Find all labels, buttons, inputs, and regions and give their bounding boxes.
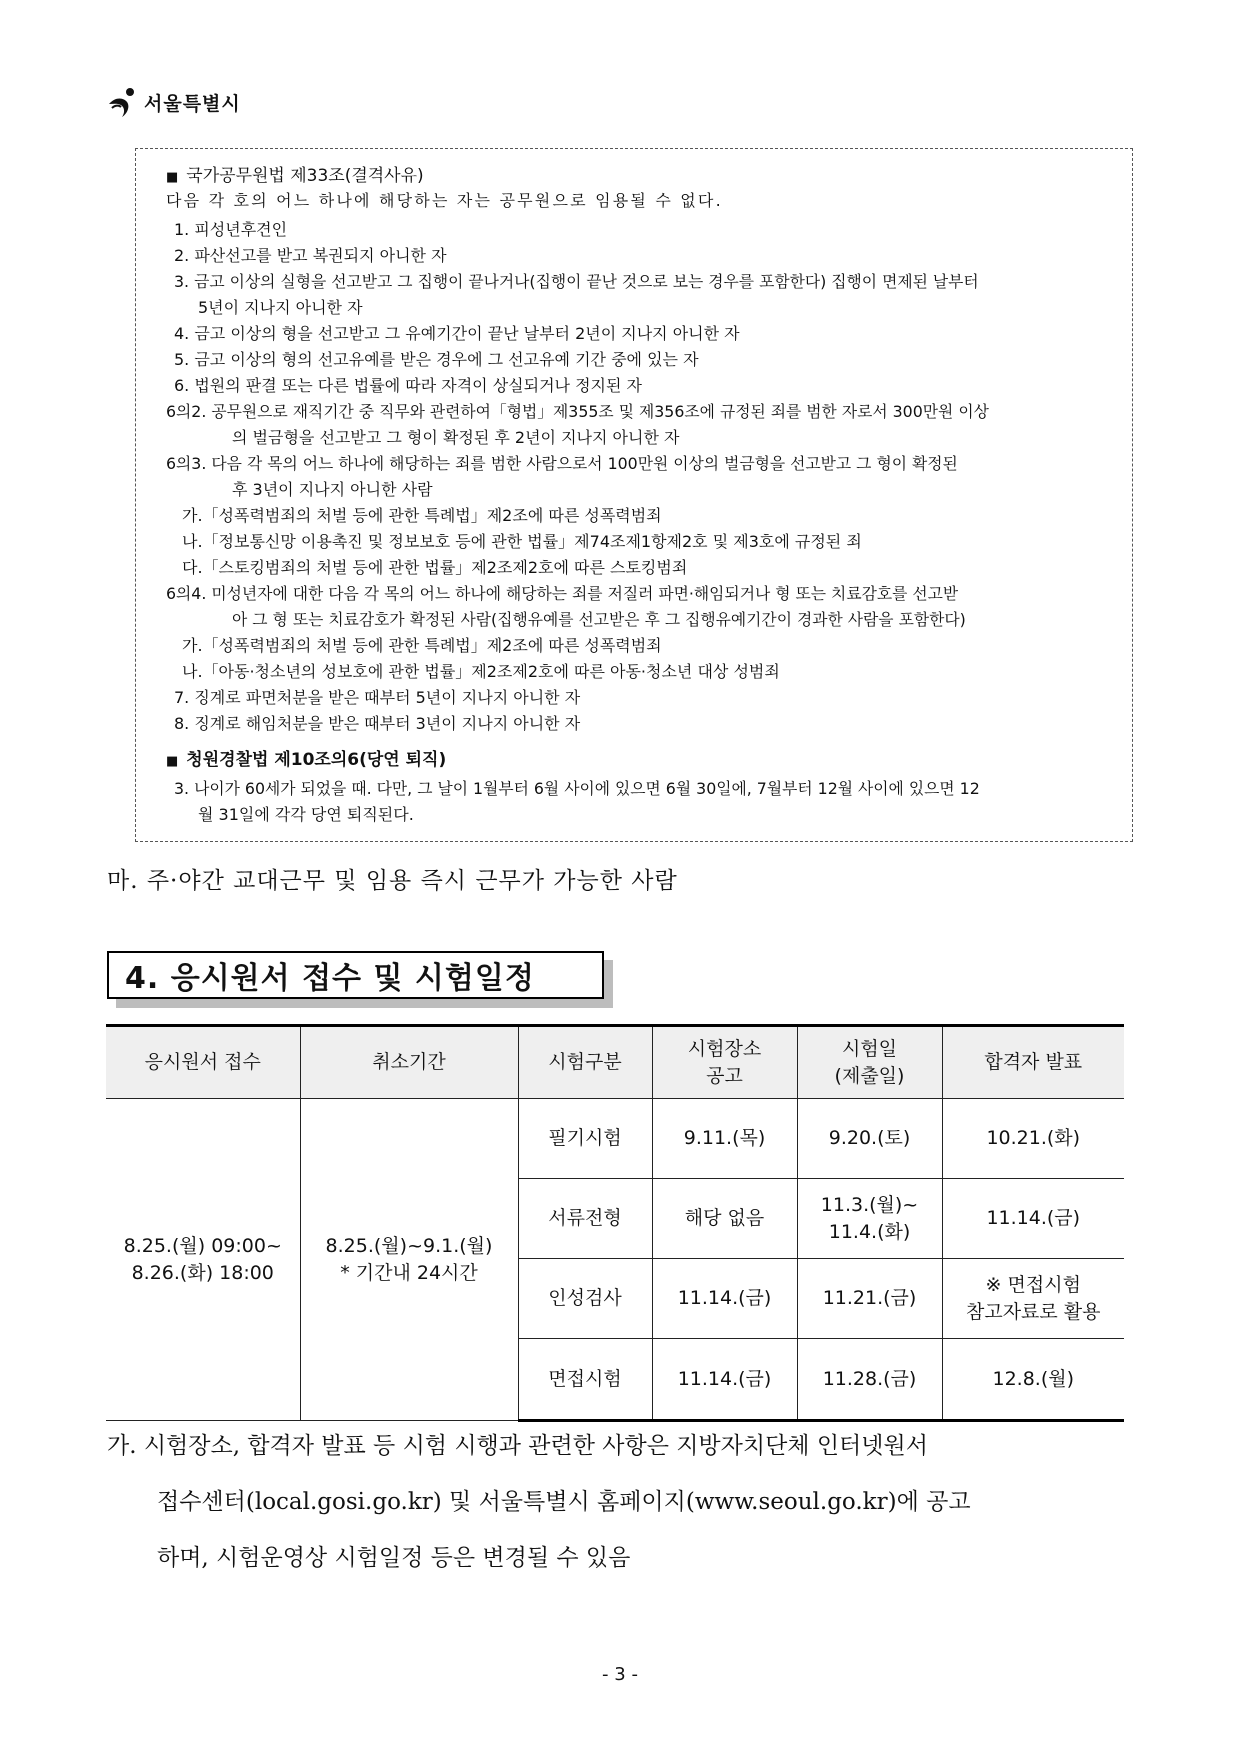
law-line: 후 3년이 지나지 아니한 사람 [232, 480, 433, 499]
venue-notice-cell: 9.11.(목) [652, 1099, 797, 1179]
law-line: 8. 징계로 해임처분을 받은 때부터 3년이 지나지 아니한 자 [174, 714, 581, 733]
law-line: 나.「정보통신망 이용촉진 및 정보보호 등에 관한 법률」제74조제1항제2호 및 제3호에 규정된 죄 [182, 532, 862, 551]
notice-line: 접수센터(local.gosi.go.kr) 및 서울특별시 홈페이지(www.seoul.go.kr)에 공고 [157, 1489, 971, 1515]
result-cell: 10.21.(화) [942, 1099, 1124, 1179]
exam-date-cell: 11.3.(월)~ 11.4.(화) [797, 1179, 942, 1259]
law-line: 6의2. 공무원으로 재직기간 중 직무와 관련하여「형법」제355조 및 제356조에 규정된 죄를 범한 자로서 300만원 이상 [166, 402, 989, 421]
exam-type-cell: 서류전형 [518, 1179, 652, 1259]
square-bullet-icon: ■ [166, 754, 179, 769]
logo-text: 서울특별시 [144, 92, 241, 115]
law-line: 4. 금고 이상의 형을 선고받고 그 유예기간이 끝난 날부터 2년이 지나지 아니한 자 [174, 324, 740, 343]
law-line: 3. 금고 이상의 실형을 선고받고 그 집행이 끝나거나(집행이 끝난 것으로 보는 경우를 포함한다) 집행이 면제된 날부터 [174, 272, 979, 291]
square-bullet-icon: ■ [166, 170, 179, 185]
header-cancel-period: 취소기간 [300, 1026, 518, 1099]
exam-type-cell: 인성검사 [518, 1259, 652, 1339]
law-line: 7. 징계로 파면처분을 받은 때부터 5년이 지나지 아니한 자 [174, 688, 581, 707]
notice-line: 가. 시험장소, 합격자 발표 등 시험 시행과 관련한 사항은 지방자치단체 인터넷원서 [107, 1433, 928, 1459]
section-title: 4. 응시원서 접수 및 시험일정 [107, 951, 604, 999]
law-line: 다.「스토킹범죄의 처벌 등에 관한 법률」제2조제2호에 따른 스토킹범죄 [182, 558, 688, 577]
seoul-logo-icon [106, 86, 140, 118]
law-line: 6. 법원의 판결 또는 다른 법률에 따라 자격이 상실되거나 정지된 자 [174, 376, 642, 395]
requirement-item-ma: 마. 주·야간 교대근무 및 임용 즉시 근무가 가능한 사람 [107, 868, 678, 894]
law-heading-police: ■ 청원경찰법 제10조의6(당연 퇴직) [166, 750, 447, 770]
header-application: 응시원서 접수 [106, 1026, 300, 1099]
law-line: 5년이 지나지 아니한 자 [198, 298, 363, 317]
header-result: 합격자 발표 [942, 1026, 1124, 1099]
exam-schedule-table [106, 1024, 1124, 1422]
result-cell: 11.14.(금) [942, 1179, 1124, 1259]
disqualification-law-box [135, 148, 1133, 842]
cancel-period-cell: 8.25.(월)~9.1.(월) * 기간내 24시간 [300, 1099, 518, 1421]
exam-type-cell: 필기시험 [518, 1099, 652, 1179]
exam-date-cell: 11.21.(금) [797, 1259, 942, 1339]
law-heading-national: ■ 국가공무원법 제33조(결격사유) [166, 166, 424, 186]
exam-date-cell: 9.20.(토) [797, 1099, 942, 1179]
law-line: 6의4. 미성년자에 대한 다음 각 목의 어느 하나에 해당하는 죄를 저질러 파면·해임되거나 형 또는 치료감호를 선고받 [166, 584, 959, 603]
result-cell: 12.8.(월) [942, 1339, 1124, 1421]
law-line: 아 그 형 또는 치료감호가 확정된 사람(집행유예를 선고받은 후 그 집행유예기간이 경과한 사람을 포함한다) [232, 610, 966, 629]
law-line: 의 벌금형을 선고받고 그 형이 확정된 후 2년이 지나지 아니한 자 [232, 428, 680, 447]
law-line: 가.「성폭력범죄의 처벌 등에 관한 특례법」제2조에 따른 성폭력범죄 [182, 636, 662, 655]
venue-notice-cell: 11.14.(금) [652, 1339, 797, 1421]
law-line: 가.「성폭력범죄의 처벌 등에 관한 특례법」제2조에 따른 성폭력범죄 [182, 506, 662, 525]
law-line: 6의3. 다음 각 목의 어느 하나에 해당하는 죄를 범한 사람으로서 100만원 이상의 벌금형을 선고받고 그 형이 확정된 [166, 454, 958, 473]
law-line: 5. 금고 이상의 형의 선고유예를 받은 경우에 그 선고유예 기간 중에 있는 자 [174, 350, 699, 369]
header-exam-type: 시험구분 [518, 1026, 652, 1099]
notice-line: 하며, 시험운영상 시험일정 등은 변경될 수 있음 [157, 1545, 631, 1571]
venue-notice-cell: 11.14.(금) [652, 1259, 797, 1339]
venue-notice-cell: 해당 없음 [652, 1179, 797, 1259]
application-period-cell: 8.25.(월) 09:00~ 8.26.(화) 18:00 [106, 1099, 300, 1421]
exam-type-cell: 면접시험 [518, 1339, 652, 1421]
law-line: 나.「아동·청소년의 성보호에 관한 법률」제2조제2호에 따른 아동·청소년 대상 성범죄 [182, 662, 780, 681]
law-line: 2. 파산선고를 받고 복권되지 아니한 자 [174, 246, 447, 265]
header-venue-notice: 시험장소 공고 [652, 1026, 797, 1099]
notice-item-ga [107, 1418, 971, 1586]
seoul-logo [106, 86, 241, 118]
table-header-row [106, 1026, 1124, 1099]
header-exam-date: 시험일 (제출일) [797, 1026, 942, 1099]
law-line: 3. 나이가 60세가 되었을 때. 다만, 그 날이 1월부터 6월 사이에 있으면 6월 30일에, 7월부터 12월 사이에 있으면 12 [174, 779, 980, 798]
result-cell: ※ 면접시험 참고자료로 활용 [942, 1259, 1124, 1339]
law-intro: 다음 각 호의 어느 하나에 해당하는 자는 공무원으로 임용될 수 없다. [166, 191, 723, 210]
law-line: 월 31일에 각각 당연 퇴직된다. [198, 805, 414, 824]
page-number: - 3 - [602, 1664, 638, 1685]
law-line: 1. 피성년후견인 [174, 220, 288, 239]
table-row [106, 1099, 1124, 1179]
exam-date-cell: 11.28.(금) [797, 1339, 942, 1421]
